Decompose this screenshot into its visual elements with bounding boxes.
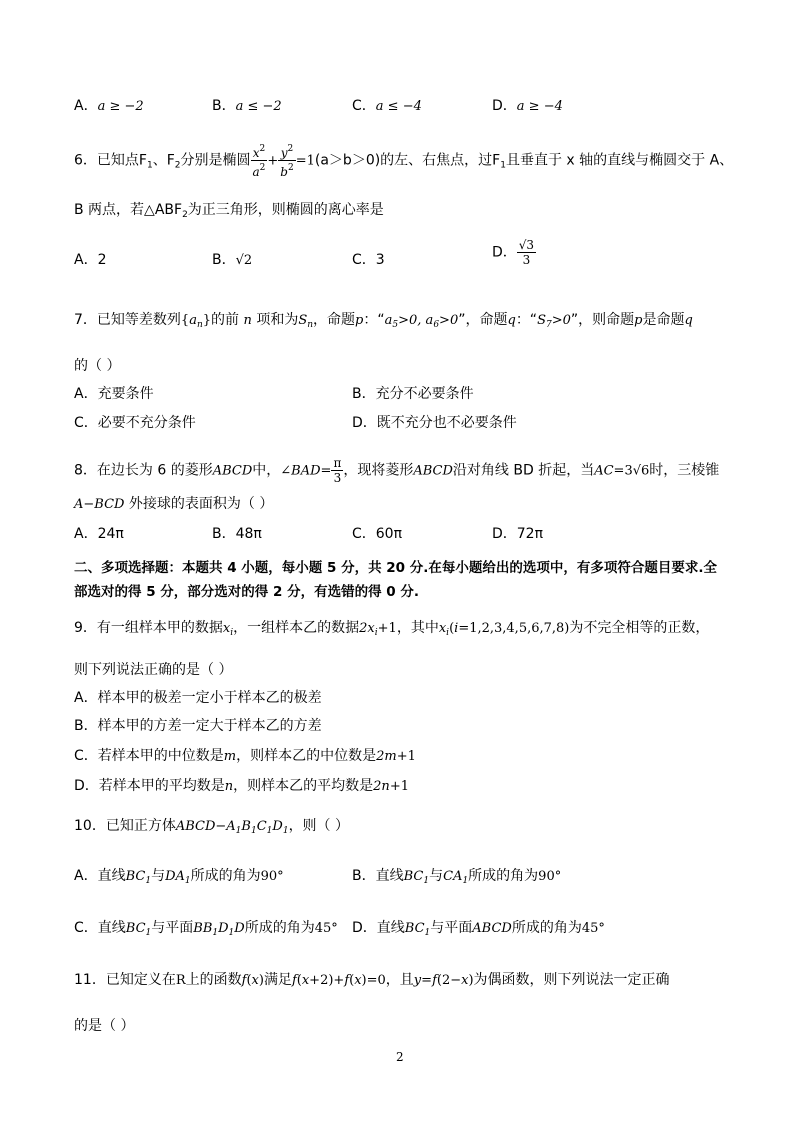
- q9-line2: 则下列说法正确的是（ ）: [74, 662, 233, 678]
- q9-option-d: D．若样本甲的平均数是n，则样本乙的平均数是2n+1: [74, 778, 409, 794]
- q7-option-a: A．充要条件: [74, 386, 154, 402]
- q6-stem: 6．已知点$F_1$、$F_2$分别是椭圆 $\frac{x^2}{a^2}$ + $\frac{y^2}{b^2}$ =1(a＞b＞0)的左、右焦点，过$F_1$且垂直于 x 轴的直线与椭圆交于 A、: [74, 144, 734, 179]
- q6-line2: B 两点，若$\triangle ABF_2$为正三角形，则椭圆的离心率是: [74, 202, 384, 220]
- q10-option-c: C．直线$BC_1$与平面$BB_1D_1D$所成的角为45°: [74, 920, 338, 938]
- q10-option-a: A．直线$BC_1$与$DA_1$所成的角为90°: [74, 868, 284, 886]
- q8-line2: A−BCD 外接球的表面积为（ ）: [74, 496, 274, 512]
- q7-option-d: D．既不充分也不必要条件: [352, 415, 517, 431]
- q7-option-b: B．充分不必要条件: [352, 386, 474, 402]
- q7-stem: 7．已知等差数列$\{a_n\}$的前 n 项和为$S_n$，命题p：“$a_5>0$, $a_6>0$”，命题q：“$S_7>0$”，则命题p是命题q: [74, 312, 693, 330]
- q8-option-b: B．48π: [212, 526, 262, 542]
- q5-option-c: C．a ≤ −4: [352, 98, 422, 114]
- q6-option-c: C．3: [352, 252, 385, 268]
- q9-option-c: C．若样本甲的中位数是m，则样本乙的中位数是2m+1: [74, 748, 416, 764]
- q9-option-b: B．样本甲的方差一定大于样本乙的方差: [74, 718, 322, 734]
- q11-stem: 11．已知定义在R上的函数f(x)满足f(x+2)+f(x)=0，且y=f(2−x)为偶函数，则下列说法一定正确: [74, 972, 670, 988]
- q10-stem: 10．已知正方体$ABCD-A_1B_1C_1D_1$，则（ ）: [74, 818, 350, 836]
- q8-option-c: C．60π: [352, 526, 403, 542]
- q5-option-d: D．a ≥ −4: [492, 98, 563, 114]
- q6-option-a: A．2: [74, 252, 107, 268]
- q8-option-a: A．24π: [74, 526, 124, 542]
- section2-heading-line2: 部选对的得 5 分，部分选对的得 2 分，有选错的得 0 分.: [74, 584, 420, 600]
- q6-option-d: D． $\frac{√3}{3}$: [492, 238, 535, 267]
- q8-stem: 8．在边长为 6 的菱形ABCD中，∠BAD= $\frac{\pi}{3}$ ，现将菱形ABCD沿对角线 BD 折起，当AC=3√6时，三棱锥: [74, 456, 720, 485]
- q5-option-b: B．a ≤ −2: [212, 98, 282, 114]
- q10-option-d: D．直线$BC_1$与平面ABCD所成的角为45°: [352, 920, 605, 938]
- q7-option-c: C．必要不充分条件: [74, 415, 196, 431]
- page-number: 2: [396, 1050, 404, 1064]
- q10-option-b: B．直线$BC_1$与$CA_1$所成的角为90°: [352, 868, 562, 886]
- q5-option-a: A．a ≥ −2: [74, 98, 144, 114]
- q8-option-d: D．72π: [492, 526, 544, 542]
- section2-heading: 二、多项选择题：本题共 4 小题，每小题 5 分，共 20 分.在每小题给出的选项中，有多项符合题目要求.全: [74, 560, 718, 576]
- q9-stem: 9．有一组样本甲的数据$x_i$，一组样本乙的数据$2x_i+1$，其中$x_i(i=1,2,3,4,5,6,7,8)$为不完全相等的正数，: [74, 620, 710, 638]
- q9-option-a: A．样本甲的极差一定小于样本乙的极差: [74, 690, 322, 706]
- q7-line2: 的（ ）: [74, 358, 121, 374]
- q6-option-b: B．√2: [212, 252, 253, 268]
- q11-line2: 的是（ ）: [74, 1018, 135, 1034]
